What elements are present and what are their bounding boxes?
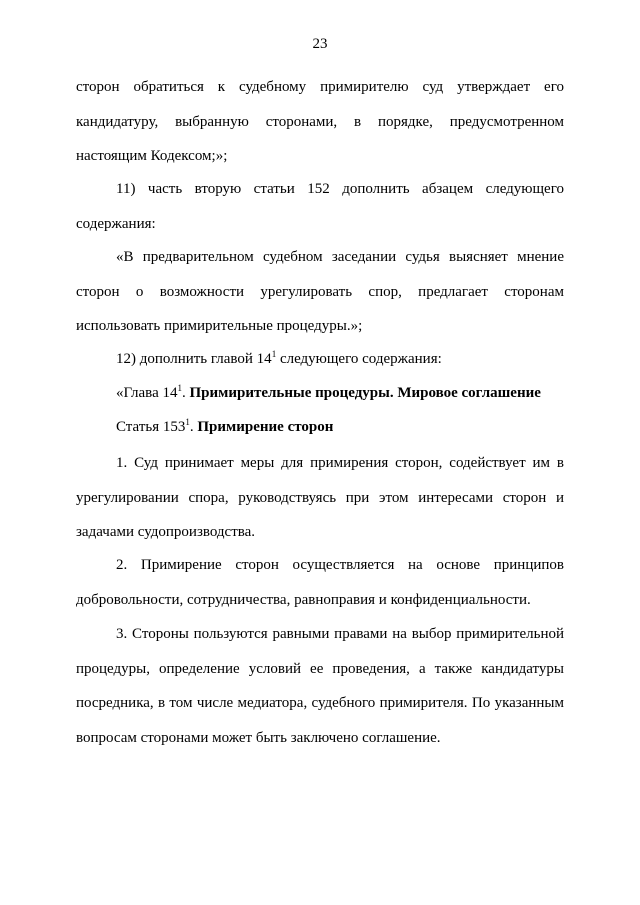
paragraph-text: 3. Стороны пользуются равными правами на выбор примирительной процедуры, определение условий ее проведения, а также кандидатуры посредника, в том числе медиатора, судебного примирителя. По указанным вопросам сторонами может быть заключено соглашение. (76, 626, 564, 746)
item-12-text-end: следующего содержания: (276, 351, 442, 367)
article-heading (76, 410, 564, 445)
article-item-2 (76, 548, 564, 617)
item-12-text: 12) дополнить главой 14 (116, 351, 272, 367)
chapter-dot: . (181, 385, 190, 401)
superscript: 1 (177, 383, 182, 393)
article-title: Примирение сторон (197, 419, 334, 435)
paragraph-item-11 (76, 172, 564, 241)
article-item-1 (76, 446, 564, 550)
paragraph-text: 11) часть вторую статьи 152 дополнить абзацем следующего содержания: (76, 181, 564, 232)
paragraph-text: «В предварительном судебном заседании судья выясняет мнение сторон о возможности урегулировать спор, предлагает сторонам использовать примирительные процедуры.»; (76, 249, 564, 334)
paragraph-text: 2. Примирение сторон осуществляется на основе принципов добровольности, сотрудничества, равноправия и конфиденциальности. (76, 557, 564, 608)
article-prefix: Статья 153 (116, 419, 186, 435)
paragraph-text: сторон обратиться к судебному примирителю суд утверждает его кандидатуру, выбранную сторонами, в порядке, предусмотренном настоящим Кодексом;»; (76, 79, 564, 164)
superscript: 1 (185, 417, 190, 427)
article-dot: . (189, 419, 198, 435)
paragraph-quote (76, 240, 564, 344)
paragraph-item-12 (76, 342, 564, 377)
chapter-heading (76, 376, 564, 411)
page-number: 23 (312, 36, 328, 52)
article-heading-text (76, 410, 564, 445)
paragraph-text (76, 342, 564, 377)
chapter-title: Примирительные процедуры. Мировое соглашение (189, 385, 541, 401)
chapter-heading-text (76, 376, 564, 411)
paragraph-text: 1. Суд принимает меры для примирения сторон, содействует им в урегулировании спора, руководствуясь при этом интересами сторон и задачами судопроизводства. (76, 455, 564, 540)
article-item-3 (76, 617, 564, 755)
superscript: 1 (271, 349, 277, 359)
chapter-prefix: «Глава 14 (116, 385, 178, 401)
paragraph-continuation (76, 70, 564, 174)
